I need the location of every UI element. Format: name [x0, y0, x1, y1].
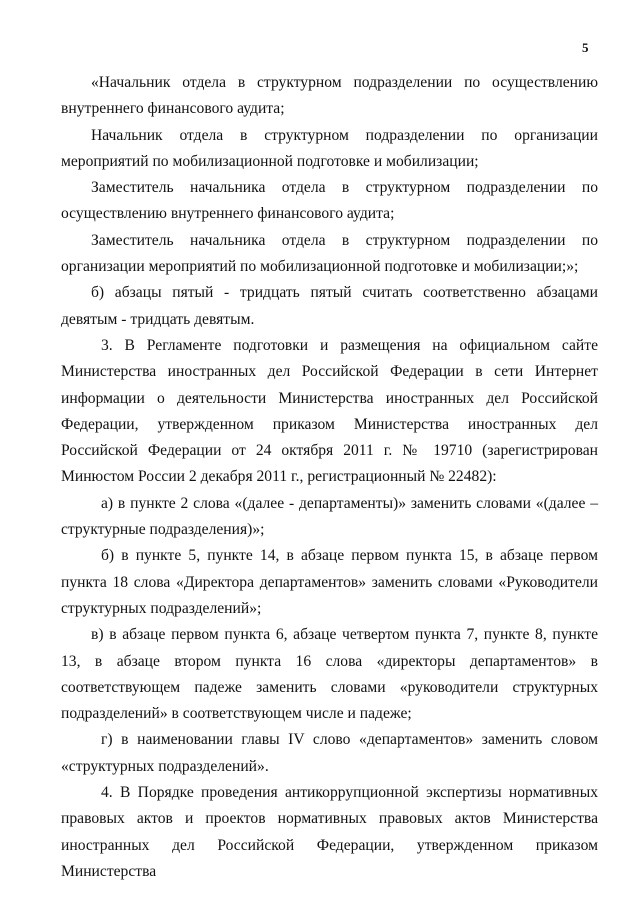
paragraph: Заместитель начальника отдела в структурном подразделении по осуществлению внутреннего финансового аудита;	[61, 179, 598, 223]
paragraph: Заместитель начальника отдела в структурном подразделении по организации мероприятий по мобилизационной подготовке и мобилизации;»;	[61, 231, 598, 276]
document-body	[61, 70, 598, 885]
paragraph: 4. В Порядке проведения антикоррупционной экспертизы нормативных правовых актов и проектов нормативных правовых актов Министерства иностранных дел Российской Федерации, утвержденном приказом Министерства	[61, 784, 598, 880]
paragraph: б) в пункте 5, пункте 14, в абзаце первом пункта 15, в абзаце первом пункта 18 слова «Директора департаментов» заменить словами «Руководители структурных подразделений»;	[61, 547, 598, 617]
page-number: 5	[582, 40, 589, 55]
paragraph: г) в наименовании главы IV слово «департаментов» заменить словом «структурных подразделений».	[61, 731, 598, 775]
paragraph: в) в абзаце первом пункта 6, абзаце четвертом пункта 7, пункте 8, пункте 13, в абзаце втором пункта 16 слова «директоры департаментов» в соответствующем падеже заменить словами «руководители структурных подразделений» в соответствующем числе и падеже;	[61, 626, 598, 723]
paragraph: а) в пункте 2 слова «(далее - департаменты)» заменить словами «(далее – структурные подразделения)»;	[61, 494, 598, 539]
paragraph: б) абзацы пятый - тридцать пятый считать соответственно абзацами девятым - тридцать девятым.	[61, 284, 598, 328]
paragraph: Начальник отдела в структурном подразделении по организации мероприятий по мобилизационной подготовке и мобилизации;	[61, 126, 598, 170]
paragraph: «Начальник отдела в структурном подразделении по осуществлению внутреннего финансового аудита;	[61, 74, 598, 118]
paragraph: 3. В Регламенте подготовки и размещения на официальном сайте Министерства иностранных дел Российской Федерации в сети Интернет информации о деятельности Министерства иностранных дел Российской Федерации, утвержденном приказом Министерства иностранных дел Российской Федерации от 24 октября 2011 г. № 19710 (зарегистрирован Минюстом России 2 декабря 2011 г., регистрационный № 22482):	[61, 336, 598, 486]
